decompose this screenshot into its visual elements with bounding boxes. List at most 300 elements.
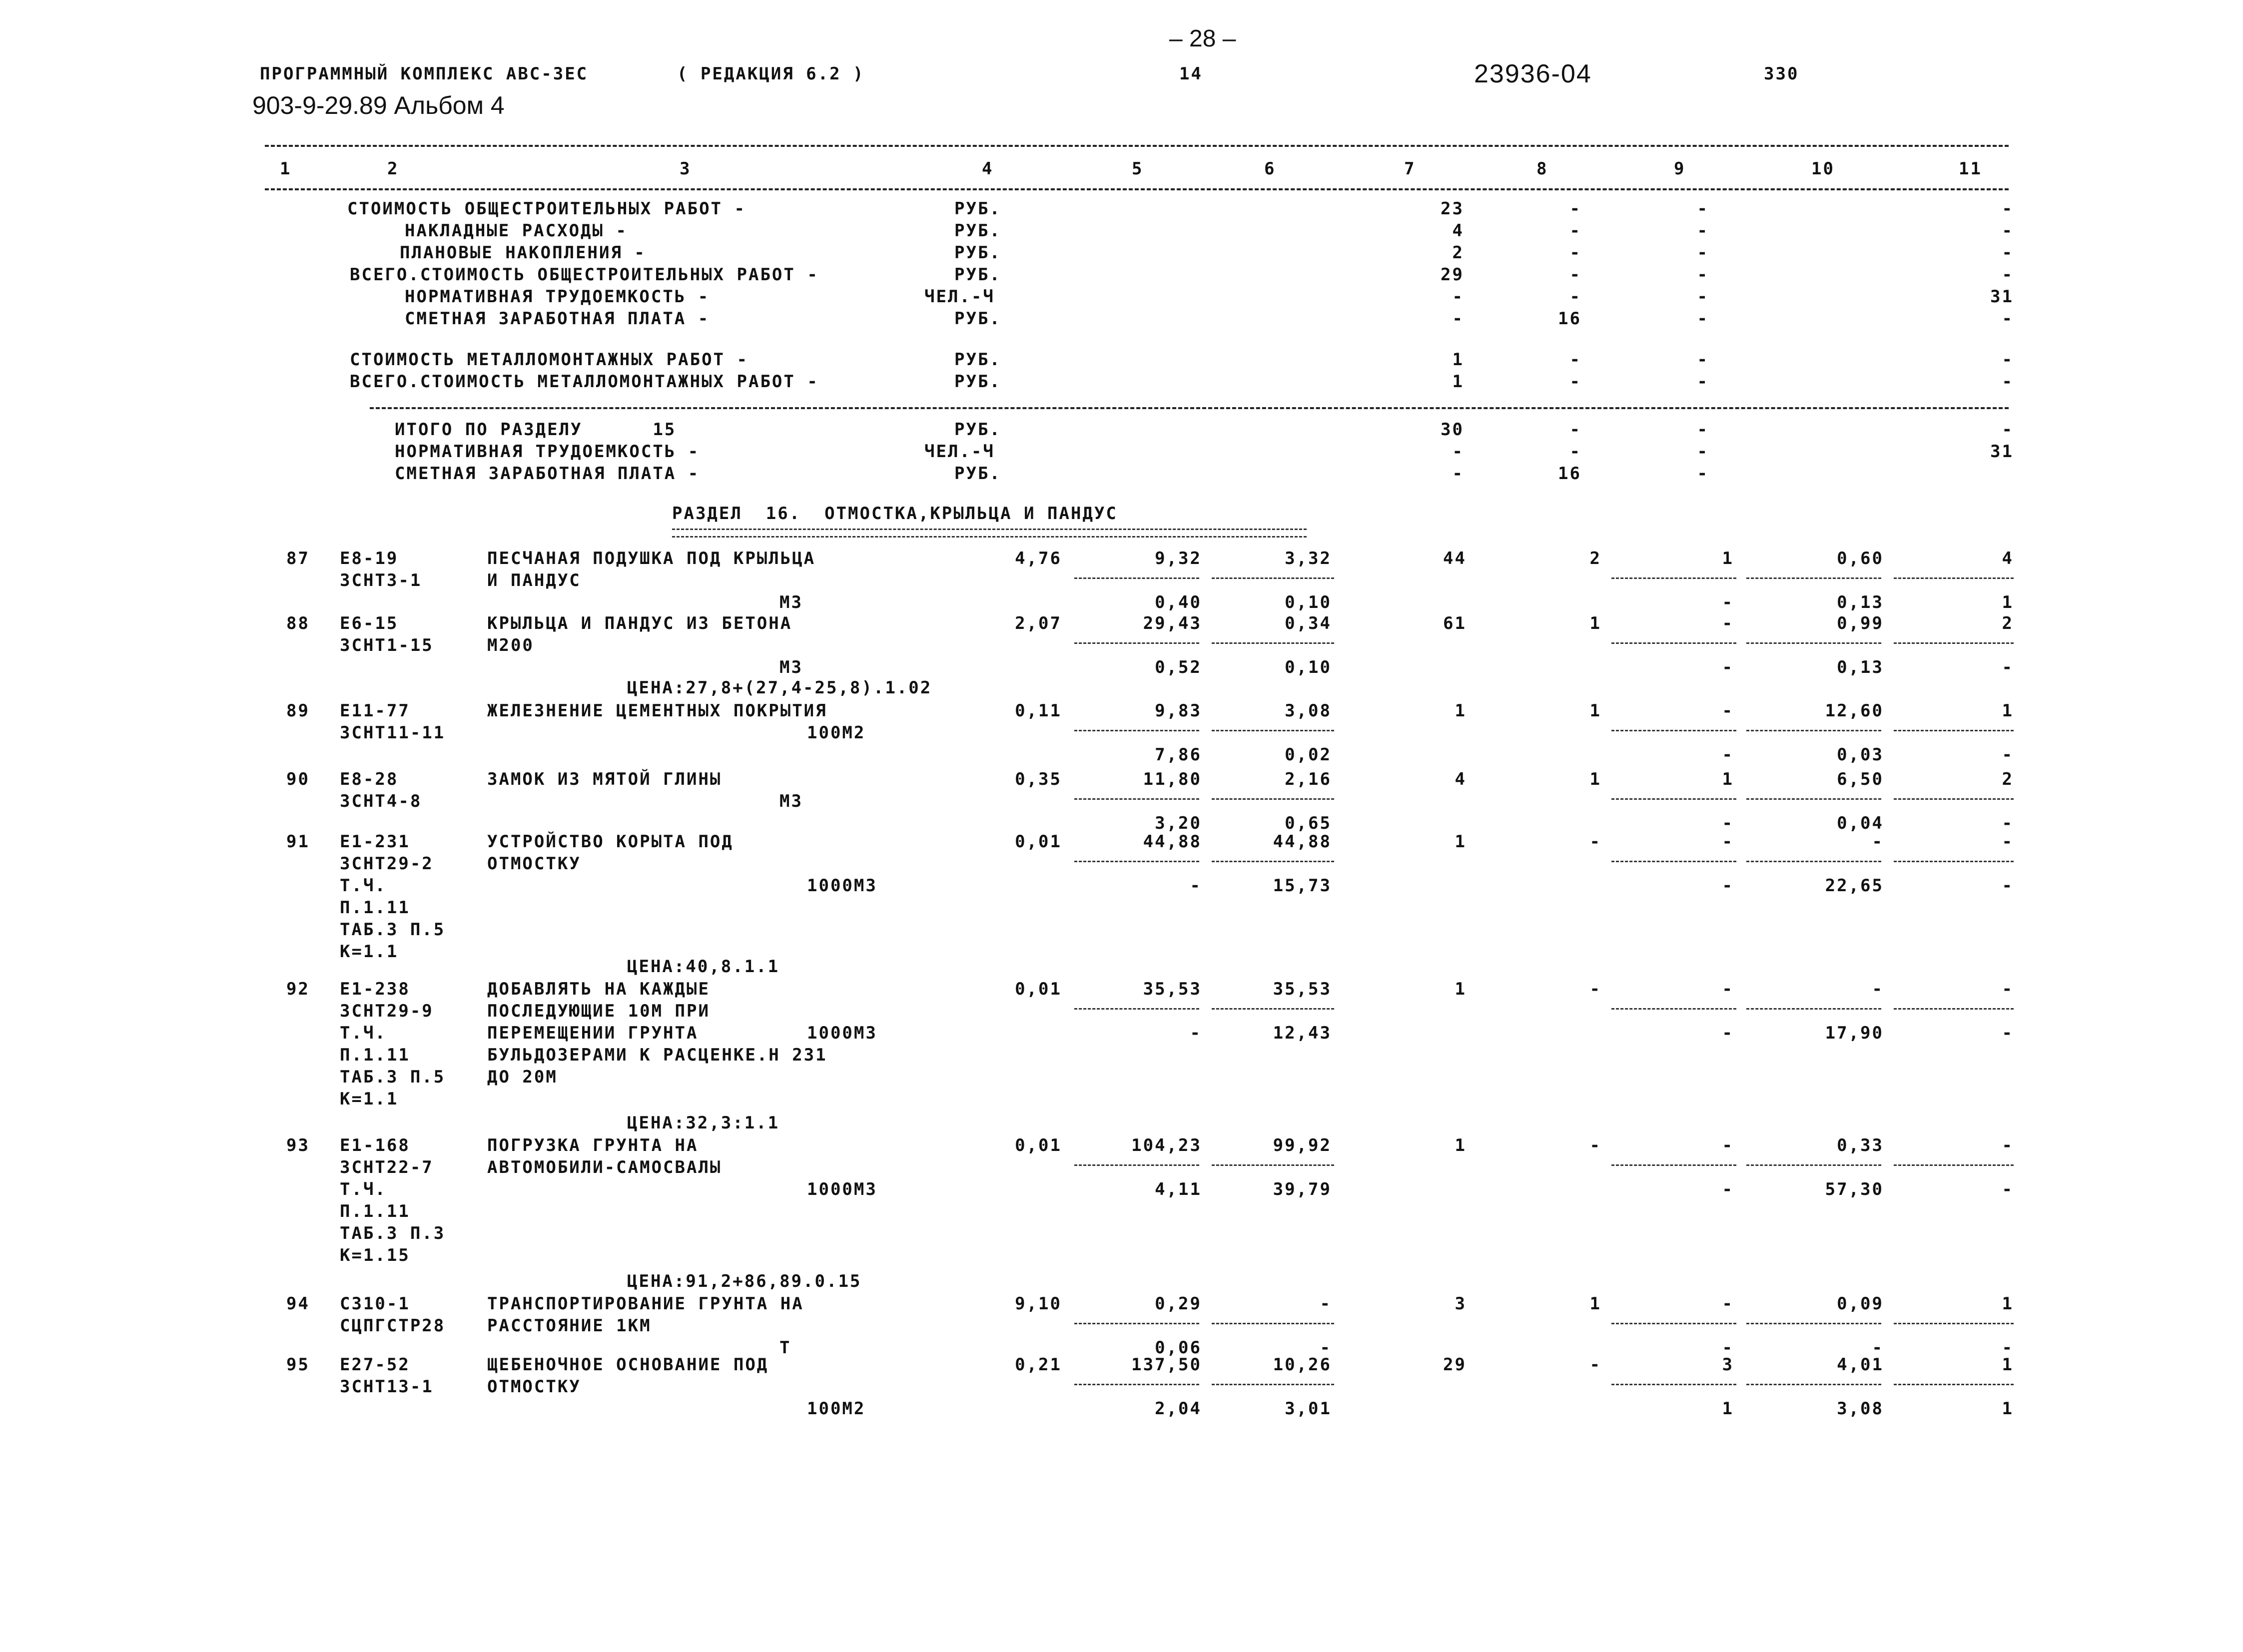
item-col8: -: [1589, 1355, 1601, 1375]
item-col5-lower: 0,40: [1155, 592, 1202, 612]
summary-row-col9: -: [1697, 243, 1709, 263]
item-code: ЗСНТ29-9: [340, 1001, 434, 1021]
item-code: ТАБ.3 П.3: [340, 1223, 446, 1243]
item-number: 92: [286, 979, 310, 999]
summary-row-name: НОРМАТИВНАЯ ТРУДОЕМКОСТЬ -: [405, 287, 710, 307]
metal-row-col11: -: [2002, 372, 2014, 392]
item-separator: [1611, 1164, 1736, 1166]
item-col11: 1: [2002, 1355, 2014, 1375]
item-col11: -: [2002, 832, 2014, 852]
item-col7: 1: [1455, 979, 1467, 999]
column-header: 7: [1404, 159, 1416, 179]
item-description: ДО 20М: [487, 1067, 558, 1087]
item-col4: 4,76: [1015, 549, 1062, 568]
item-separator: [1894, 861, 2014, 862]
total-row-name: НОРМАТИВНАЯ ТРУДОЕМКОСТЬ -: [395, 442, 700, 462]
item-col5-lower: 2,04: [1155, 1399, 1202, 1419]
item-code: С310-1: [340, 1294, 410, 1314]
item-description: ПОГРУЗКА ГРУНТА НА: [487, 1135, 699, 1155]
item-col6-lower: 0,10: [1285, 592, 1332, 612]
item-col6-lower: 0,02: [1285, 745, 1332, 765]
summary-row-unit: РУБ.: [954, 265, 1001, 285]
item-col5: 137,50: [1131, 1355, 1202, 1375]
summary-row-col11: -: [2002, 243, 2014, 263]
item-col11: 2: [2002, 613, 2014, 633]
item-col5: 29,43: [1143, 613, 1202, 633]
column-header: 10: [1811, 159, 1835, 179]
item-col7: 29: [1443, 1355, 1467, 1375]
summary-row-name: СМЕТНАЯ ЗАРАБОТНАЯ ПЛАТА -: [405, 309, 710, 329]
item-col10: -: [1872, 832, 1884, 852]
item-col4: 0,01: [1015, 979, 1062, 999]
metal-row-col8: -: [1569, 372, 1581, 392]
item-separator: [1074, 730, 1199, 731]
total-row-col8: -: [1569, 442, 1581, 462]
item-col9: -: [1722, 979, 1734, 999]
item-col9-lower: -: [1722, 813, 1734, 833]
column-header: 2: [387, 159, 399, 179]
item-col10: -: [1872, 979, 1884, 999]
page-number: – 28 –: [1169, 25, 1236, 52]
item-description: ПЕРЕМЕЩЕНИИ ГРУНТА: [487, 1023, 699, 1043]
item-separator: [1212, 1323, 1334, 1324]
item-price-note: ЦЕНА:91,2+86,89.0.15: [627, 1271, 862, 1291]
item-code: ТАБ.3 П.5: [340, 1067, 446, 1087]
item-col7: 1: [1455, 1135, 1467, 1155]
summary-row-col8: -: [1569, 221, 1581, 241]
item-col10-lower: 0,03: [1837, 745, 1884, 765]
total-row-unit: РУБ.: [954, 464, 1001, 484]
item-description: ЗАМОК ИЗ МЯТОЙ ГЛИНЫ: [487, 769, 722, 789]
item-code: Т.Ч.: [340, 876, 387, 896]
item-col11: 2: [2002, 769, 2014, 789]
item-code: ЗСНТ13-1: [340, 1377, 434, 1397]
item-description: М200: [487, 635, 534, 655]
summary-row-col11: -: [2002, 309, 2014, 329]
item-col6: -: [1320, 1294, 1332, 1314]
item-col4: 9,10: [1015, 1294, 1062, 1314]
item-separator: [1611, 1008, 1736, 1010]
total-row-col7: -: [1452, 464, 1464, 484]
summary-row-name: НАКЛАДНЫЕ РАСХОДЫ -: [405, 221, 628, 241]
item-col5: 9,32: [1155, 549, 1202, 568]
item-col7: 3: [1455, 1294, 1467, 1314]
summary-row-col11: -: [2002, 265, 2014, 285]
item-col6: 3,08: [1285, 701, 1332, 721]
item-col4: 0,35: [1015, 769, 1062, 789]
item-col6: 2,16: [1285, 769, 1332, 789]
item-col5-lower: -: [1190, 876, 1202, 896]
item-col11-lower: -: [2002, 1338, 2014, 1358]
item-col11-lower: 1: [2002, 592, 2014, 612]
item-col5: 11,80: [1143, 769, 1202, 789]
item-separator: [1894, 1384, 2014, 1385]
item-unit: 1000М3: [807, 876, 877, 896]
total-row-col11: -: [2002, 420, 2014, 440]
item-separator: [1074, 577, 1199, 579]
item-separator: [1611, 730, 1736, 731]
summary-row-col7: -: [1452, 309, 1464, 329]
item-separator: [1746, 577, 1881, 579]
item-unit: М3: [779, 791, 803, 811]
item-number: 90: [286, 769, 310, 789]
total-row-unit: ЧЕЛ.-Ч: [924, 442, 995, 462]
summary-row-unit: ЧЕЛ.-Ч: [924, 287, 995, 307]
item-code: Е8-28: [340, 769, 399, 789]
item-col7: 44: [1443, 549, 1467, 568]
item-col9: 1: [1722, 549, 1734, 568]
item-col10: 0,09: [1837, 1294, 1884, 1314]
item-col6: 35,53: [1273, 979, 1332, 999]
item-description: ОТМОСТКУ: [487, 1377, 581, 1397]
column-header: 5: [1132, 159, 1144, 179]
item-unit: 1000М3: [807, 1023, 877, 1043]
summary-row-col8: 16: [1558, 309, 1581, 329]
item-col9-lower: -: [1722, 1023, 1734, 1043]
item-separator: [1074, 1164, 1199, 1166]
summary-row-col7: -: [1452, 287, 1464, 307]
metal-row-col8: -: [1569, 350, 1581, 370]
item-col11-lower: -: [2002, 876, 2014, 896]
item-unit: Т: [779, 1338, 791, 1358]
total-row-name: СМЕТНАЯ ЗАРАБОТНАЯ ПЛАТА -: [395, 464, 700, 484]
item-col4: 0,01: [1015, 1135, 1062, 1155]
item-code: Е11-77: [340, 701, 410, 721]
total-row-col9: -: [1697, 442, 1709, 462]
item-separator: [1074, 1384, 1199, 1385]
item-number: 87: [286, 549, 310, 568]
item-col5: 35,53: [1143, 979, 1202, 999]
item-col8: -: [1589, 832, 1601, 852]
summary-row-col8: -: [1569, 287, 1581, 307]
item-col5: 44,88: [1143, 832, 1202, 852]
item-number: 88: [286, 613, 310, 633]
summary-row-col7: 4: [1452, 221, 1464, 241]
item-unit: 100М2: [807, 1399, 866, 1419]
item-col9: -: [1722, 1294, 1734, 1314]
total-row-col9: -: [1697, 420, 1709, 440]
item-separator: [1074, 642, 1199, 644]
item-code: ЗСНТ4-8: [340, 791, 422, 811]
item-separator: [1746, 730, 1881, 731]
item-col9-lower: -: [1722, 657, 1734, 677]
section-title: РАЗДЕЛ 16. ОТМОСТКА,КРЫЛЬЦА И ПАНДУС: [672, 504, 1118, 524]
item-description: ТРАНСПОРТИРОВАНИЕ ГРУНТА НА: [487, 1294, 804, 1314]
summary-row-col11: -: [2002, 199, 2014, 219]
item-col6-lower: 39,79: [1273, 1179, 1332, 1199]
summary-row-col8: -: [1569, 199, 1581, 219]
item-col5-lower: 3,20: [1155, 813, 1202, 833]
item-separator: [1611, 798, 1736, 800]
item-col4: 0,11: [1015, 701, 1062, 721]
item-col10-lower: 22,65: [1825, 876, 1884, 896]
item-separator: [1746, 798, 1881, 800]
item-price-note: ЦЕНА:27,8+(27,4-25,8).1.02: [627, 678, 932, 698]
total-row-col8: 16: [1558, 464, 1581, 484]
item-separator: [1212, 1008, 1334, 1010]
item-col10: 0,99: [1837, 613, 1884, 633]
item-col6-lower: 0,10: [1285, 657, 1332, 677]
item-description: ПЕСЧАНАЯ ПОДУШКА ПОД КРЫЛЬЦА: [487, 549, 816, 568]
item-separator: [1894, 798, 2014, 800]
item-col9: -: [1722, 1135, 1734, 1155]
summary-row-name: ПЛАНОВЫЕ НАКОПЛЕНИЯ -: [400, 243, 646, 263]
item-col9: 1: [1722, 769, 1734, 789]
item-description: КРЫЛЬЦА И ПАНДУС ИЗ БЕТОНА: [487, 613, 792, 633]
metal-row-name: СТОИМОСТЬ МЕТАЛЛОМОНТАЖНЫХ РАБОТ -: [350, 350, 748, 370]
item-code: Е8-19: [340, 549, 399, 568]
item-number: 93: [286, 1135, 310, 1155]
item-separator: [1746, 642, 1881, 644]
item-col4: 0,01: [1015, 832, 1062, 852]
metal-row-col7: 1: [1452, 372, 1464, 392]
item-col11-lower: 1: [2002, 1399, 2014, 1419]
item-code: ЗСНТ22-7: [340, 1157, 434, 1177]
column-header: 1: [280, 159, 292, 179]
item-col9: -: [1722, 832, 1734, 852]
item-col10-lower: 0,04: [1837, 813, 1884, 833]
summary-row-col11: 31: [1990, 287, 2014, 307]
item-description: УСТРОЙСТВО КОРЫТА ПОД: [487, 832, 734, 852]
summary-row-col9: -: [1697, 265, 1709, 285]
item-col5-lower: 7,86: [1155, 745, 1202, 765]
item-col10: 6,50: [1837, 769, 1884, 789]
item-col7: 4: [1455, 769, 1467, 789]
item-col8: -: [1589, 1135, 1601, 1155]
item-col11: 1: [2002, 701, 2014, 721]
item-code: Е6-15: [340, 613, 399, 633]
item-col10: 0,33: [1837, 1135, 1884, 1155]
item-col6-lower: -: [1320, 1338, 1332, 1358]
item-col8: 1: [1589, 1294, 1601, 1314]
total-row-col7: 30: [1441, 420, 1464, 440]
item-col9-lower: -: [1722, 592, 1734, 612]
subtotal-rule: [370, 407, 2009, 409]
item-col11-lower: -: [2002, 745, 2014, 765]
item-separator: [1212, 577, 1334, 579]
item-col11-lower: -: [2002, 1179, 2014, 1199]
item-col10-lower: 3,08: [1837, 1399, 1884, 1419]
item-col11-lower: -: [2002, 1023, 2014, 1043]
item-col8: -: [1589, 979, 1601, 999]
item-col5: 9,83: [1155, 701, 1202, 721]
item-col7: 1: [1455, 832, 1467, 852]
item-code: К=1.1: [340, 942, 399, 962]
item-separator: [1611, 642, 1736, 644]
summary-row-name: ВСЕГО.СТОИМОСТЬ ОБЩЕСТРОИТЕЛЬНЫХ РАБОТ -: [350, 265, 819, 285]
total-row-col7: -: [1452, 442, 1464, 462]
item-separator: [1212, 642, 1334, 644]
item-col8: 1: [1589, 769, 1601, 789]
column-header: 3: [680, 159, 692, 179]
item-separator: [1074, 861, 1199, 862]
item-col6: 10,26: [1273, 1355, 1332, 1375]
document-number: 330: [1764, 64, 1799, 84]
edition: ( РЕДАКЦИЯ 6.2 ): [677, 64, 865, 84]
item-separator: [1212, 861, 1334, 862]
summary-row-col11: -: [2002, 221, 2014, 241]
item-separator: [1894, 577, 2014, 579]
item-col11: 4: [2002, 549, 2014, 568]
metal-row-col9: -: [1697, 372, 1709, 392]
item-separator: [1074, 798, 1199, 800]
item-col9: 3: [1722, 1355, 1734, 1375]
item-col8: 2: [1589, 549, 1601, 568]
item-separator: [1611, 1384, 1736, 1385]
item-code: СЦПГСТР28: [340, 1316, 446, 1336]
column-header: 11: [1959, 159, 1982, 179]
metal-row-col11: -: [2002, 350, 2014, 370]
item-col5-lower: 0,06: [1155, 1338, 1202, 1358]
item-unit: М3: [779, 592, 803, 612]
item-col9-lower: -: [1722, 1179, 1734, 1199]
item-col6-lower: 3,01: [1285, 1399, 1332, 1419]
item-col4: 0,21: [1015, 1355, 1062, 1375]
item-col4: 2,07: [1015, 613, 1062, 633]
item-col5-lower: -: [1190, 1023, 1202, 1043]
item-col8: 1: [1589, 613, 1601, 633]
item-code: ЗСНТ3-1: [340, 570, 422, 590]
item-description: ЖЕЛЕЗНЕНИЕ ЦЕМЕНТНЫХ ПОКРЫТИЯ: [487, 701, 827, 721]
total-row-col8: -: [1569, 420, 1581, 440]
item-separator: [1074, 1323, 1199, 1324]
item-code: ЗСНТ1-15: [340, 635, 434, 655]
item-separator: [1894, 1323, 2014, 1324]
item-separator: [1746, 1323, 1881, 1324]
item-col11: 1: [2002, 1294, 2014, 1314]
item-price-note: ЦЕНА:32,3:1.1: [627, 1113, 780, 1133]
summary-row-col7: 23: [1441, 199, 1464, 219]
item-col5: 0,29: [1155, 1294, 1202, 1314]
item-number: 94: [286, 1294, 310, 1314]
item-col10: 12,60: [1825, 701, 1884, 721]
metal-row-col7: 1: [1452, 350, 1464, 370]
item-col5: 104,23: [1131, 1135, 1202, 1155]
item-code: Е1-168: [340, 1135, 410, 1155]
summary-row-col7: 2: [1452, 243, 1464, 263]
item-description: БУЛЬДОЗЕРАМИ К РАСЦЕНКЕ.Н 231: [487, 1045, 827, 1065]
item-col9: -: [1722, 701, 1734, 721]
item-description: ПОСЛЕДУЮЩИЕ 10М ПРИ: [487, 1001, 710, 1021]
item-col8: 1: [1589, 701, 1601, 721]
item-col9-lower: 1: [1722, 1399, 1734, 1419]
document-code: 23936-04: [1474, 59, 1592, 88]
section-title-underline: [672, 529, 1307, 538]
item-separator: [1611, 577, 1736, 579]
item-col6-lower: 12,43: [1273, 1023, 1332, 1043]
summary-row-name: СТОИМОСТЬ ОБЩЕСТРОИТЕЛЬНЫХ РАБОТ -: [347, 199, 746, 219]
item-number: 91: [286, 832, 310, 852]
item-col9-lower: -: [1722, 876, 1734, 896]
item-description: И ПАНДУС: [487, 570, 581, 590]
item-col9-lower: -: [1722, 1338, 1734, 1358]
item-description: ОТМОСТКУ: [487, 854, 581, 874]
summary-row-col8: -: [1569, 265, 1581, 285]
program-name: ПРОГРАММНЫЙ КОМПЛЕКС АВС-3ЕС: [260, 64, 589, 84]
item-code: П.1.11: [340, 1201, 410, 1221]
total-row-col11: 31: [1990, 442, 2014, 462]
item-separator: [1212, 798, 1334, 800]
item-description: РАССТОЯНИЕ 1КМ: [487, 1316, 652, 1336]
item-col11-lower: -: [2002, 813, 2014, 833]
item-code: Т.Ч.: [340, 1179, 387, 1199]
item-col6: 0,34: [1285, 613, 1332, 633]
item-code: К=1.15: [340, 1245, 410, 1265]
sheet-number: 14: [1179, 64, 1203, 84]
item-col6-lower: 0,65: [1285, 813, 1332, 833]
summary-row-unit: РУБ.: [954, 309, 1001, 329]
item-col10-lower: 17,90: [1825, 1023, 1884, 1043]
summary-row-col9: -: [1697, 199, 1709, 219]
column-header: 6: [1264, 159, 1276, 179]
item-code: Е1-238: [340, 979, 410, 999]
item-col9: -: [1722, 613, 1734, 633]
item-col6: 99,92: [1273, 1135, 1332, 1155]
item-code: ТАБ.3 П.5: [340, 920, 446, 940]
item-separator: [1746, 1384, 1881, 1385]
album-title: 903-9-29.89 Альбом 4: [252, 91, 505, 119]
item-col5-lower: 4,11: [1155, 1179, 1202, 1199]
item-separator: [1894, 1008, 2014, 1010]
item-unit: М3: [779, 657, 803, 677]
item-col11: -: [2002, 979, 2014, 999]
item-col10: 4,01: [1837, 1355, 1884, 1375]
summary-row-col9: -: [1697, 221, 1709, 241]
item-code: ЗСНТ11-11: [340, 723, 446, 743]
item-col6: 3,32: [1285, 549, 1332, 568]
item-separator: [1746, 1008, 1881, 1010]
column-header: 9: [1674, 159, 1686, 179]
summary-row-col7: 29: [1441, 265, 1464, 285]
item-col10-lower: 57,30: [1825, 1179, 1884, 1199]
item-separator: [1894, 730, 2014, 731]
item-separator: [1894, 1164, 2014, 1166]
item-col11-lower: -: [2002, 657, 2014, 677]
summary-row-col8: -: [1569, 243, 1581, 263]
summary-row-col9: -: [1697, 287, 1709, 307]
item-price-note: ЦЕНА:40,8.1.1: [627, 957, 780, 977]
item-separator: [1894, 642, 2014, 644]
item-number: 89: [286, 701, 310, 721]
total-row-name: ИТОГО ПО РАЗДЕЛУ 15: [395, 420, 677, 440]
summary-row-col9: -: [1697, 309, 1709, 329]
item-col10-lower: 0,13: [1837, 592, 1884, 612]
item-separator: [1611, 1323, 1736, 1324]
item-separator: [1611, 861, 1736, 862]
item-code: К=1.1: [340, 1089, 399, 1109]
item-col7: 1: [1455, 701, 1467, 721]
item-separator: [1212, 1384, 1334, 1385]
item-col10-lower: -: [1872, 1338, 1884, 1358]
item-unit: 1000М3: [807, 1179, 877, 1199]
item-separator: [1746, 1164, 1881, 1166]
item-col9-lower: -: [1722, 745, 1734, 765]
total-row-col9: -: [1697, 464, 1709, 484]
total-row-unit: РУБ.: [954, 420, 1001, 440]
summary-row-unit: РУБ.: [954, 243, 1001, 263]
item-code: Т.Ч.: [340, 1023, 387, 1043]
item-separator: [1212, 1164, 1334, 1166]
item-col5-lower: 0,52: [1155, 657, 1202, 677]
item-col7: 61: [1443, 613, 1467, 633]
summary-row-unit: РУБ.: [954, 199, 1001, 219]
item-description: АВТОМОБИЛИ-САМОСВАЛЫ: [487, 1157, 722, 1177]
metal-row-col9: -: [1697, 350, 1709, 370]
metal-row-name: ВСЕГО.СТОИМОСТЬ МЕТАЛЛОМОНТАЖНЫХ РАБОТ -: [350, 372, 819, 392]
item-code: П.1.11: [340, 898, 410, 918]
metal-row-unit: РУБ.: [954, 372, 1001, 392]
item-unit: 100М2: [807, 723, 866, 743]
